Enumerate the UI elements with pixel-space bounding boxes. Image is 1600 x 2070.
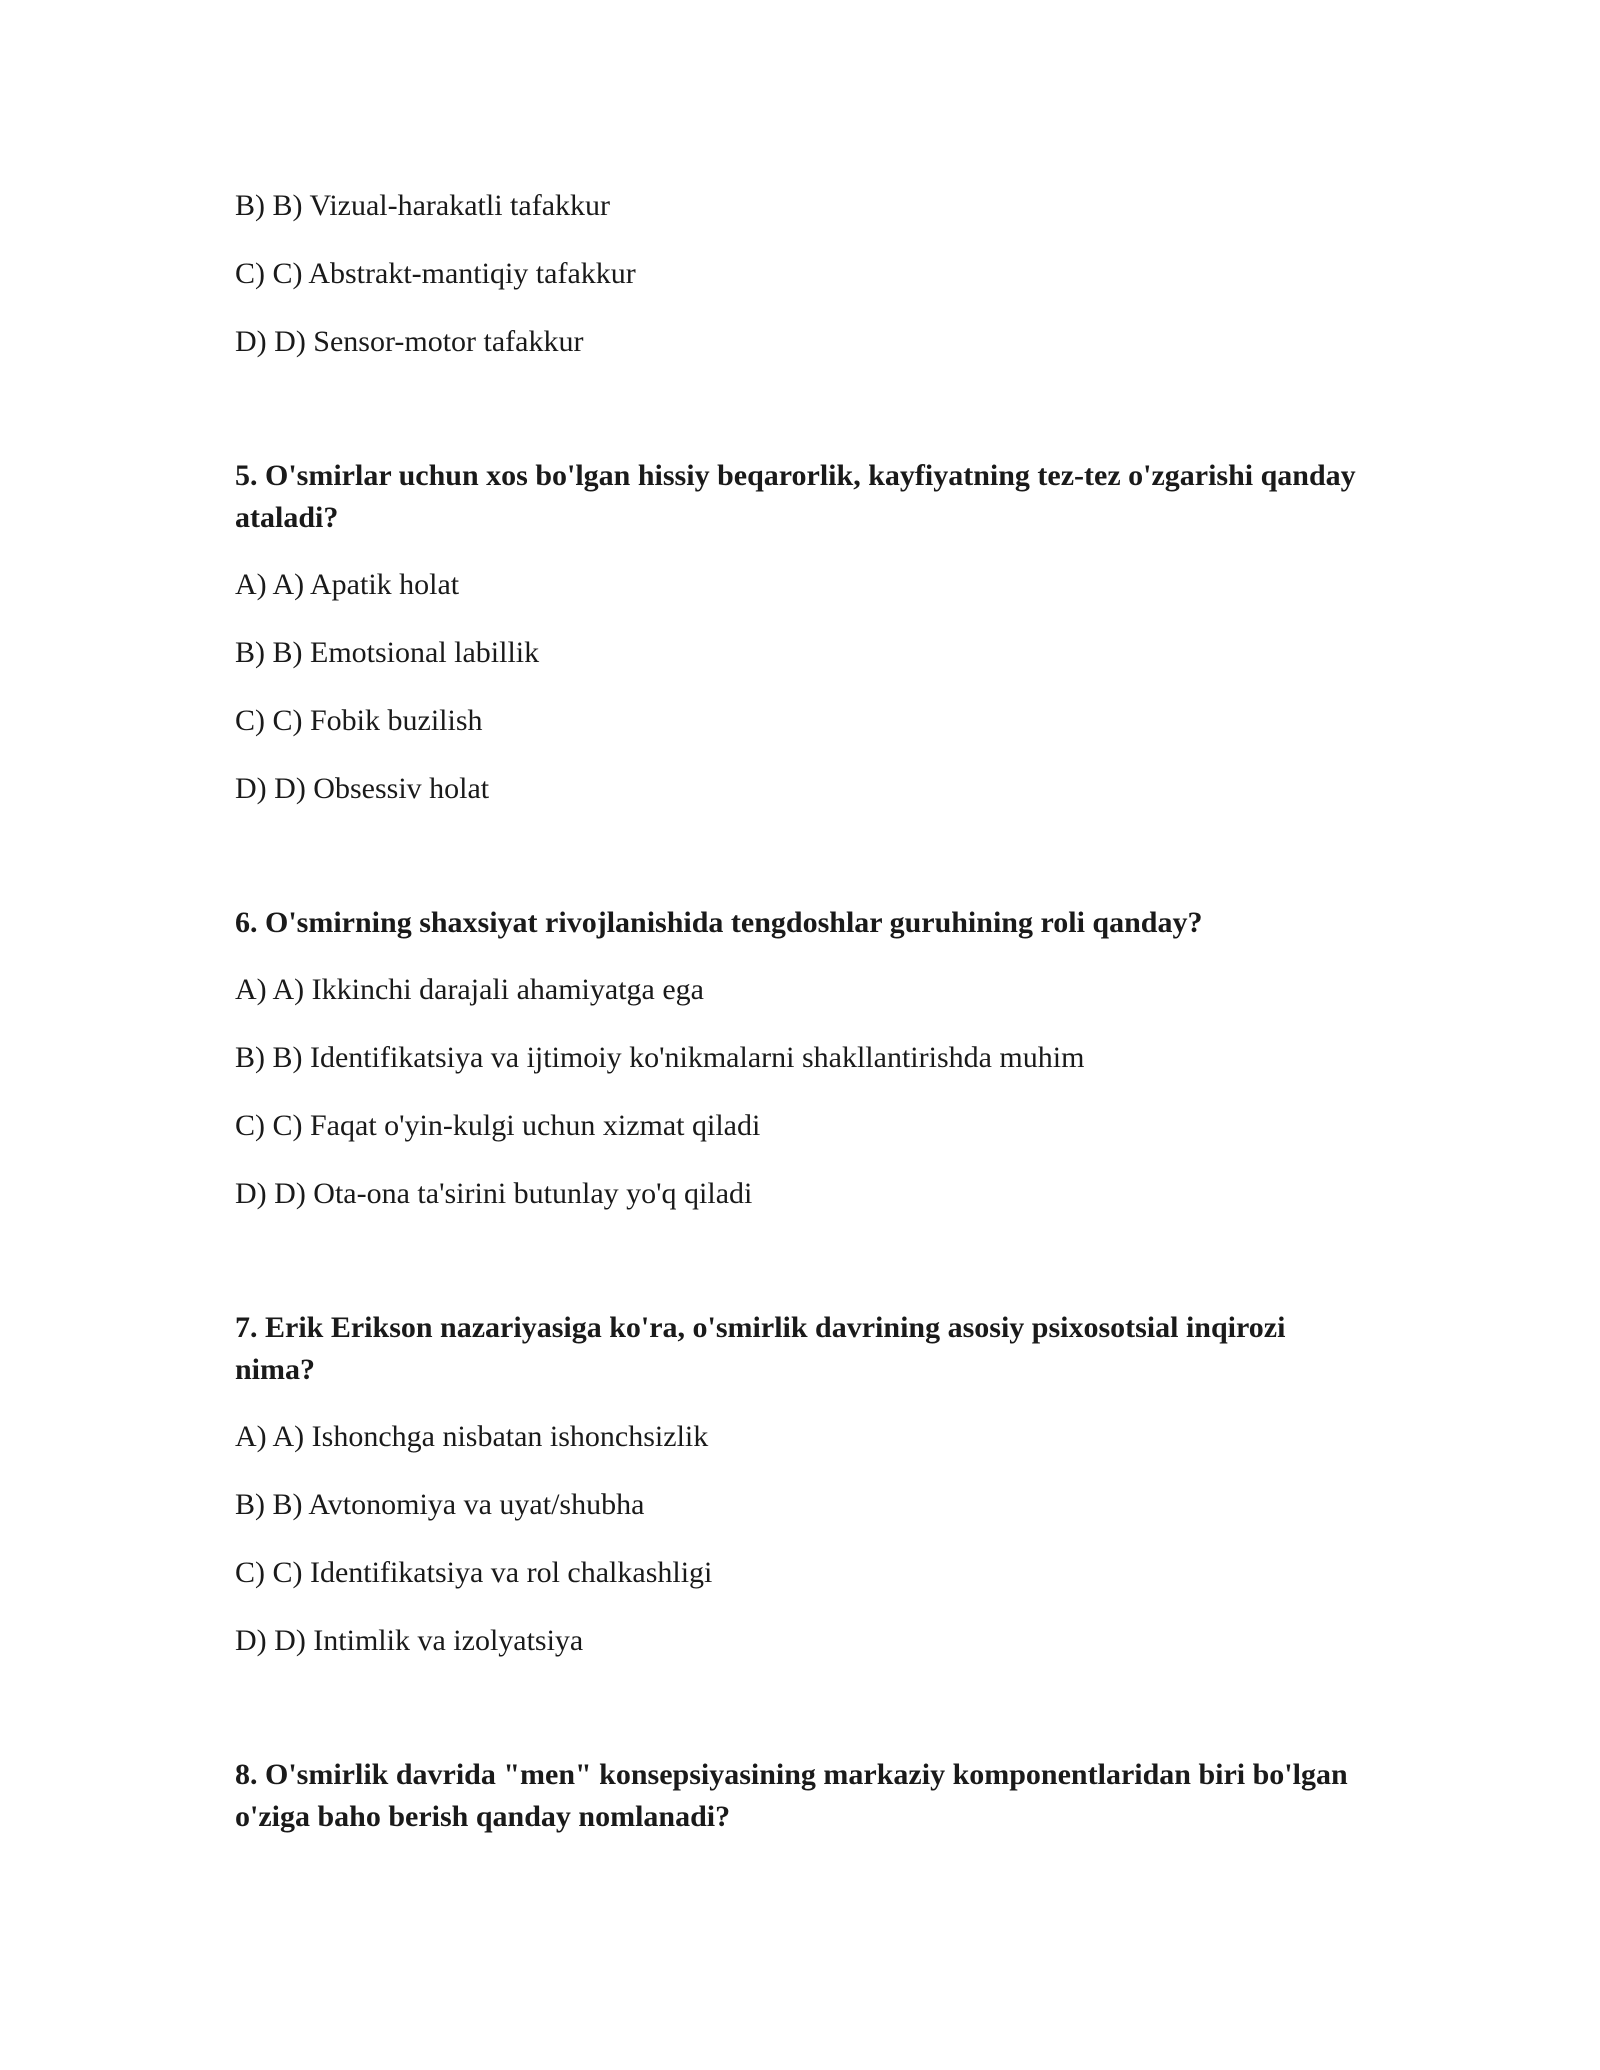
answer-option: A) A) Ishonchga nisbatan ishonchsizlik (235, 1420, 709, 1453)
answer-option: B) B) Emotsional labillik (235, 636, 540, 669)
answer-option: C) C) Fobik buzilish (235, 704, 483, 737)
question-text: 5. O'smirlar uchun xos bo'lgan hissiy beqarorlik, kayfiyatning tez-tez o'zgarishi qanday ataladi? (235, 459, 1356, 534)
answer-option: C) C) Identifikatsiya va rol chalkashligi (235, 1556, 713, 1589)
answer-option: D) D) Sensor-motor tafakkur (235, 325, 584, 358)
answer-option: D) D) Ota-ona ta'sirini butunlay yo'q qiladi (235, 1177, 753, 1210)
answer-option: B) B) Avtonomiya va uyat/shubha (235, 1488, 645, 1521)
question-text: 6. O'smirning shaxsiyat rivojlanishida tengdoshlar guruhining roli qanday? (235, 906, 1203, 939)
answer-option: B) B) Vizual-harakatli tafakkur (235, 189, 610, 222)
question-4-continued (235, 186, 1365, 362)
question-8 (235, 1754, 1365, 1838)
answer-option: D) D) Obsessiv holat (235, 772, 490, 805)
answer-option: C) C) Abstrakt-mantiqiy tafakkur (235, 257, 636, 290)
answer-option: A) A) Ikkinchi darajali ahamiyatga ega (235, 973, 704, 1006)
answer-option: C) C) Faqat o'yin-kulgi uchun xizmat qiladi (235, 1109, 761, 1142)
quiz-content (235, 186, 1365, 1864)
answer-option: B) B) Identifikatsiya va ijtimoiy ko'nikmalarni shakllantirishda muhim (235, 1041, 1085, 1074)
question-6 (235, 902, 1365, 1214)
answer-option: D) D) Intimlik va izolyatsiya (235, 1624, 584, 1657)
question-5 (235, 455, 1365, 809)
question-text: 8. O'smirlik davrida "men" konsepsiyasining markaziy komponentlaridan biri bo'lgan o'ziga baho berish qanday nomlanadi? (235, 1758, 1348, 1833)
question-text: 7. Erik Erikson nazariyasiga ko'ra, o'smirlik davrining asosiy psixosotsial inqirozi nima? (235, 1311, 1286, 1386)
question-7 (235, 1307, 1365, 1661)
answer-option: A) A) Apatik holat (235, 568, 460, 601)
